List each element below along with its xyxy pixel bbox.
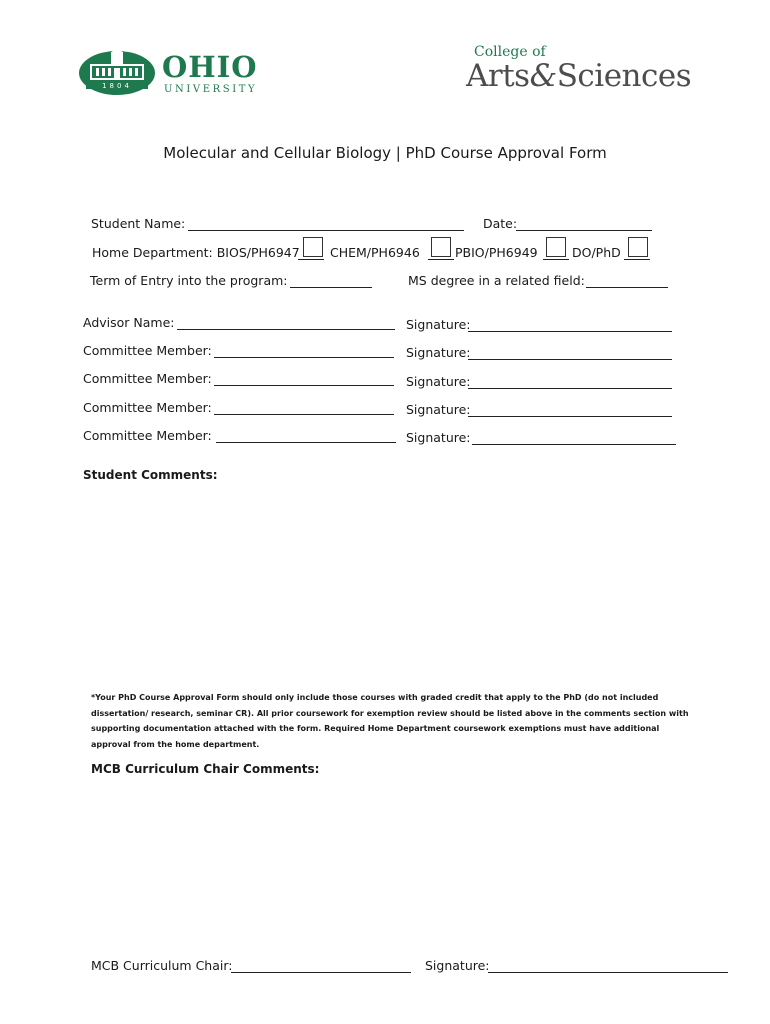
committee-4-signature-label: Signature: [406,430,471,445]
chem-underline [428,259,454,260]
student-comments-heading: Student Comments: [83,468,218,482]
ms-degree-field[interactable] [586,287,668,288]
chair-comments-heading: MCB Curriculum Chair Comments: [91,762,320,776]
committee-member-2-label: Committee Member: [83,371,212,386]
advisor-signature-field[interactable] [468,331,672,332]
seal-year: 1804 [102,82,132,90]
committee-3-signature-label: Signature: [406,402,471,417]
do-phd-underline [624,259,650,260]
ms-degree-label: MS degree in a related field: [408,273,585,288]
chair-name-label: MCB Curriculum Chair: [91,958,233,973]
committee-2-signature-label: Signature: [406,374,471,389]
chem-label: CHEM/PH6946 [330,245,420,260]
university-wordmark: UNIVERSITY [164,84,258,95]
chair-signature-field[interactable] [488,972,728,973]
advisor-name-field[interactable] [177,329,395,330]
date-label: Date: [483,216,518,231]
college-of-text: College of [474,44,546,60]
arts-text: Arts [466,58,530,94]
committee-member-1-field[interactable] [214,357,394,358]
student-comments-area[interactable] [83,488,683,678]
committee-member-2-field[interactable] [214,385,394,386]
pbio-label: PBIO/PH6949 [455,245,538,260]
sciences-text: Sciences [556,58,692,94]
committee-3-signature-field[interactable] [468,416,672,417]
home-department-label: Home Department: BIOS/PH6947 [92,245,300,260]
do-phd-checkbox[interactable] [628,237,648,257]
advisor-signature-label: Signature: [406,317,471,332]
do-phd-label: DO/PhD [572,245,621,260]
pbio-checkbox[interactable] [546,237,566,257]
committee-member-1-label: Committee Member: [83,343,212,358]
ampersand-text: & [529,58,557,94]
student-name-field[interactable] [188,230,464,231]
arts-sciences-wordmark [466,58,691,94]
committee-member-3-label: Committee Member: [83,400,212,415]
ohio-wordmark: OHIO [162,50,258,84]
form-title: Molecular and Cellular Biology | PhD Course Approval Form [163,144,607,162]
bios-checkbox[interactable] [303,237,323,257]
committee-member-4-label: Committee Member: [83,428,212,443]
footnote-text: *Your PhD Course Approval Form should only include those courses with graded credit that apply to the PhD (do not included dissertation/ research, seminar CR). All prior coursework for exemption review should be listed above in the comments section with supporting documentation attached with the form. Required Home Department coursework exemptions must have additional approval from the home department. [91,693,689,749]
term-of-entry-label: Term of Entry into the program: [90,273,288,288]
committee-member-3-field[interactable] [214,414,394,415]
ohio-university-seal-icon [78,46,156,96]
advisor-name-label: Advisor Name: [83,315,175,330]
student-name-label: Student Name: [91,216,186,231]
chem-checkbox[interactable] [431,237,451,257]
date-field[interactable] [516,230,652,231]
chair-signature-label: Signature: [425,958,490,973]
bios-underline [298,259,324,260]
committee-4-signature-field[interactable] [472,444,676,445]
pbio-underline [543,259,569,260]
committee-member-4-field[interactable] [216,442,396,443]
ohio-university-logo [78,46,268,100]
committee-1-signature-field[interactable] [468,359,672,360]
committee-2-signature-field[interactable] [468,388,672,389]
committee-1-signature-label: Signature: [406,345,471,360]
term-of-entry-field[interactable] [290,287,372,288]
chair-comments-area[interactable] [91,782,691,942]
chair-name-field[interactable] [231,972,411,973]
